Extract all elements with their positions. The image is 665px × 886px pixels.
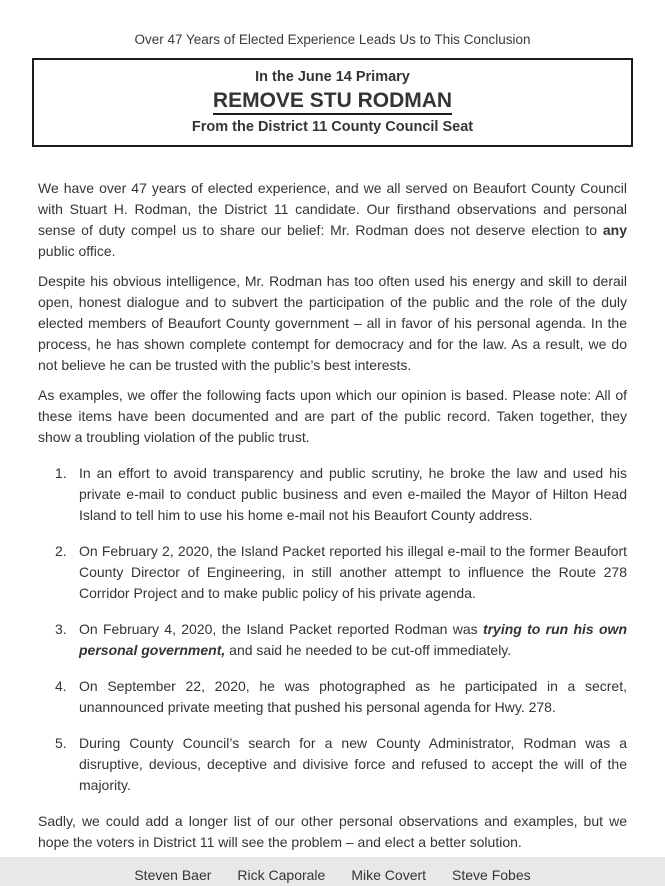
fact-item-emphasis: trying to run his own personal government, [79,621,627,658]
signature-line [38,865,627,886]
fact-list-item [55,463,627,526]
signature-name: Steve Fobes [452,867,531,883]
headline-box [32,58,633,147]
fact-list-item [55,676,627,718]
fact-item-number: 4. [55,678,67,694]
fact-item-number: 5. [55,735,67,751]
fact-list-item [55,541,627,604]
paragraph-intelligence: Despite his obvious intelligence, Mr. Rodman has too often used his energy and skill to derail open, honest dialogue and to subvert the participation of the public and the role of the duly elected members of Beaufort County government – all in favor of his personal agenda. In the process, he has shown complete contempt for democracy and for the law. As a result, we do not believe he can be trusted with the public’s best interests. [38,273,627,373]
paragraph-examples-intro: As examples, we offer the following facts upon which our opinion is based. Please note: All of these items have been documented and are part of the public record. Taken together, they show a troubling violation of the public trust. [38,387,627,445]
fact-item-number: 3. [55,621,67,637]
paragraph-experience-tail: public office. [38,243,116,259]
closing-paragraph: Sadly, we could add a longer list of our other personal observations and examples, but we hope the voters in District 11 will see the problem – and elect a better solution. [38,813,627,850]
headline-main-text: REMOVE STU RODMAN [213,89,452,115]
fact-item-text: On September 22, 2020, he was photographed as he participated in a secret, unannounced private meeting that pushed his personal agenda for Hwy. 278. [79,678,627,715]
signature-name: Steven Baer [134,867,212,883]
paragraph-experience-bold-word: any [602,222,627,238]
fact-item-text: During County Council’s search for a new County Administrator, Rodman was a disruptive, devious, deceptive and divisive force and refused to accept the will of the majority. [79,735,627,793]
paragraph-experience [38,178,627,262]
headline-main [44,89,621,113]
fact-list-item [55,733,627,796]
fact-item-text: In an effort to avoid transparency and public scrutiny, he broke the law and used his private e-mail to conduct public business and even e-mailed the Mayor of Hilton Head Island to tell him to use his home e-mail not his Beaufort County address. [79,465,627,523]
signature-name: Mike Covert [351,867,427,883]
headline-primary-date: In the June 14 Primary [255,69,410,85]
facts-list [38,463,627,796]
fact-list-item [55,619,627,661]
fact-item-text: On February 2, 2020, the Island Packet reported his illegal e-mail to the former Beaufort County Director of Engineering, in still another attempt to influence the Route 278 Corridor Project and to make public policy of his private agenda. [79,543,627,601]
fact-item-text: On February 4, 2020, the Island Packet reported Rodman was trying to run his own personal government, and said he needed to be cut-off immediately. [79,621,627,658]
document-body [38,178,627,886]
headline-seat: From the District 11 County Council Seat [191,119,474,135]
paragraph-experience-text: We have over 47 years of elected experience, and we all served on Beaufort County Council with Stuart H. Rodman, the District 11 candidate. Our firsthand observations and personal sense of duty compel us to share our belief: Mr. Rodman does not deserve election to [38,180,627,238]
fact-item-number: 2. [55,543,67,559]
top-heading: Over 47 Years of Elected Experience Leads Us to This Conclusion [134,32,531,47]
fact-item-number: 1. [55,465,67,481]
signature-name: Rick Caporale [237,867,326,883]
